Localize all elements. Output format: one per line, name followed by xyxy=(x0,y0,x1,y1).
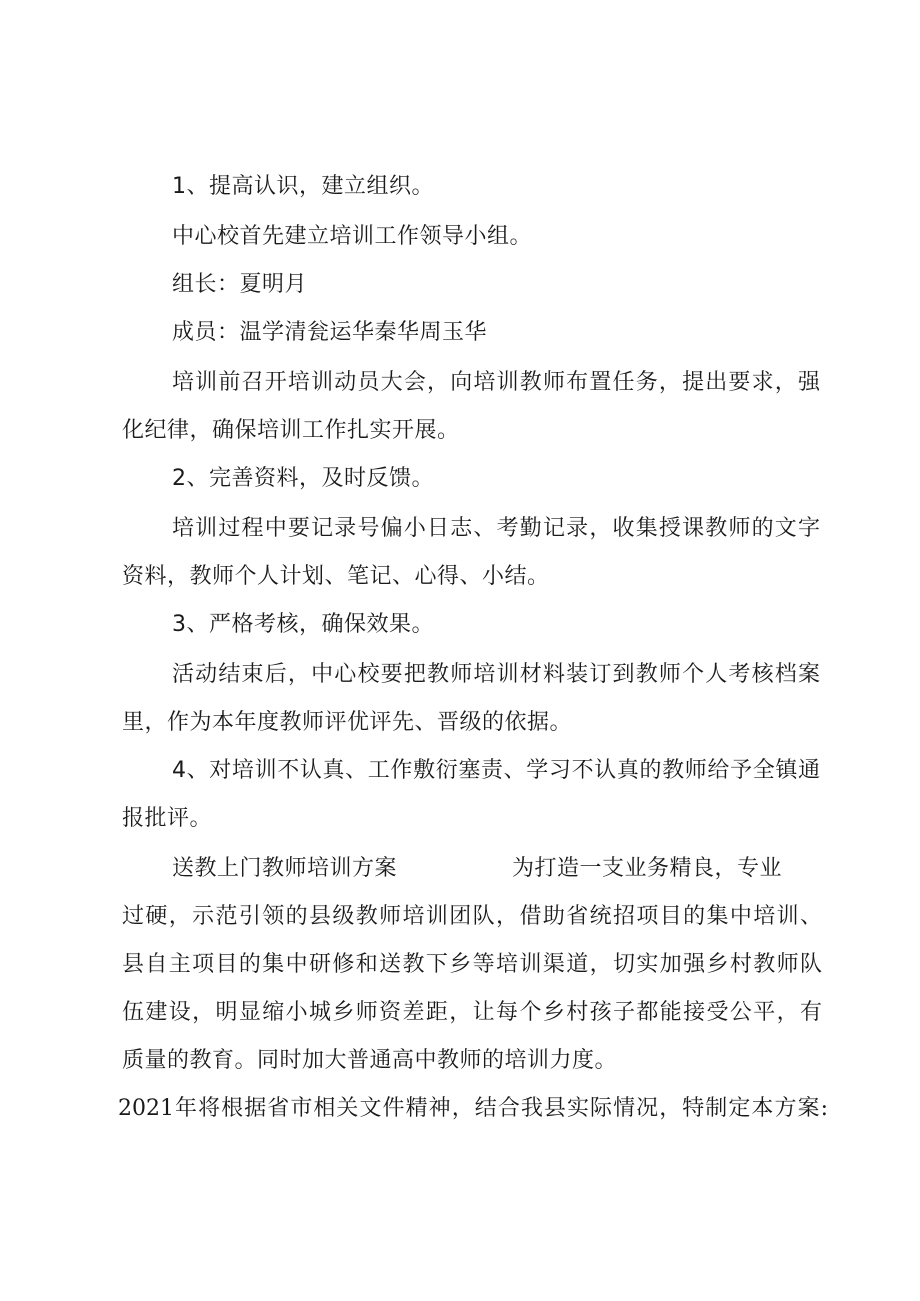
paragraph-line: 化纪律，确保培训工作扎实开展。 xyxy=(122,418,460,443)
paragraph-line: 过硬，示范引领的县级教师培训团队，借助省统招项目的集中培训、 xyxy=(122,904,822,929)
section-heading-3: 3、严格考核，确保效果。 xyxy=(172,612,434,637)
paragraph-line: 2021年将根据省市相关文件精神，结合我县实际情况，特制定本方案: xyxy=(118,1096,828,1121)
paragraph-line: 成员：温学清瓮运华秦华周玉华 xyxy=(172,320,488,345)
paragraph-line: 里，作为本年度教师评优评先、晋级的依据。 xyxy=(122,710,573,735)
paragraph-line: 为打造一支业务精良，专业 xyxy=(512,856,783,881)
paragraph-line: 报批评。 xyxy=(122,806,213,831)
paragraph-line: 活动结束后，中心校要把教师培训材料装订到教师个人考核档案 xyxy=(172,662,820,687)
paragraph-line: 培训过程中要记录号偏小日志、考勤记录，收集授课教师的文字 xyxy=(172,516,820,541)
paragraph-line: 4、对培训不认真、工作敷衍塞责、学习不认真的教师给予全镇通 xyxy=(172,758,820,783)
section-heading-2: 2、完善资料，及时反馈。 xyxy=(172,466,434,491)
section-heading-1: 1、提高认识，建立组织。 xyxy=(172,174,434,199)
paragraph-line: 培训前召开培训动员大会，向培训教师布置任务，提出要求，强 xyxy=(172,370,820,395)
paragraph-line: 质量的教育。同时加大普通高中教师的培训力度。 xyxy=(122,1048,618,1073)
paragraph-line: 中心校首先建立培训工作领导小组。 xyxy=(172,224,533,249)
plan-title: 送教上门教师培训方案 xyxy=(172,856,398,881)
paragraph-line: 资料，教师个人计划、笔记、心得、小结。 xyxy=(122,564,550,589)
paragraph-line: 县自主项目的集中研修和送教下乡等培训渠道，切实加强乡村教师队 xyxy=(122,952,822,977)
paragraph-line: 伍建设，明显缩小城乡师资差距，让每个乡村孩子都能接受公平，有 xyxy=(122,1000,822,1025)
paragraph-line: 组长：夏明月 xyxy=(172,272,308,297)
